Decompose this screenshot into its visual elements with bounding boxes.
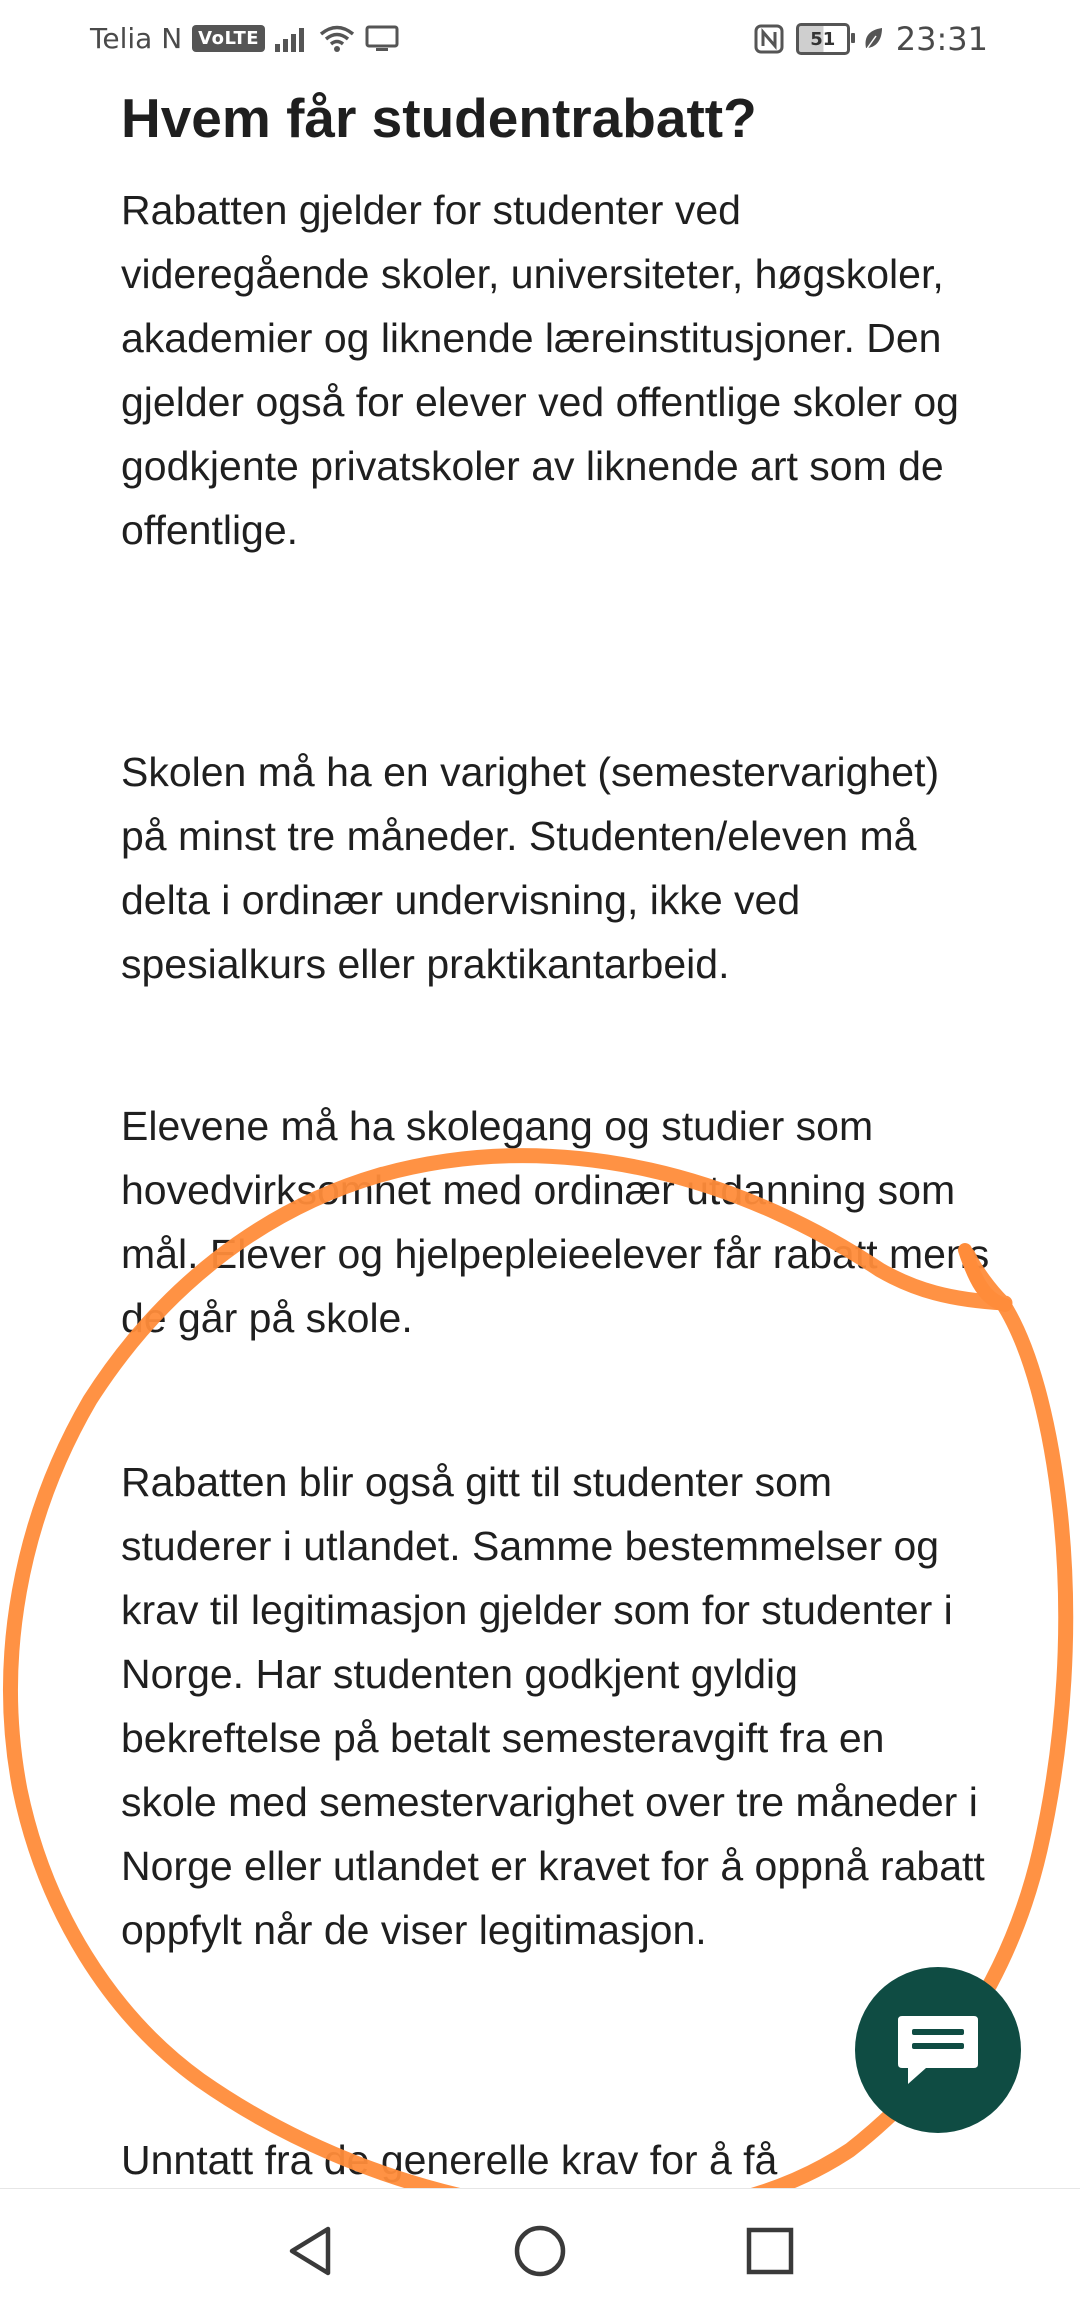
screen-cast-icon	[365, 25, 399, 53]
nav-home-icon	[512, 2223, 568, 2279]
page-title: Hvem får studentrabatt?	[121, 87, 757, 149]
leaf-icon	[862, 26, 884, 52]
paragraph-2: Skolen må ha en varighet (semestervarighet) på minst tre måneder. Studenten/eleven må delta i ordinær undervisning, ikke ved spesialkurs eller praktikantarbeid.	[121, 749, 940, 987]
battery-level: 51	[810, 28, 836, 50]
nav-recents-icon	[744, 2225, 796, 2277]
nav-back-icon	[284, 2223, 336, 2279]
recents-button[interactable]	[738, 2219, 802, 2283]
clock: 23:31	[895, 20, 988, 58]
article	[121, 80, 990, 2183]
chat-bubble-icon	[896, 2012, 980, 2088]
home-button[interactable]	[508, 2219, 572, 2283]
paragraph-5: Unntatt fra de generelle krav for å få	[121, 2137, 778, 2183]
volte-badge: VoLTE	[192, 25, 265, 52]
navigation-bar	[0, 2188, 1080, 2313]
paragraph-4: Rabatten blir også gitt til studenter som studerer i utlandet. Samme bestemmelser og krav til legitimasjon gjelder som for studenter i Norge. Har studenten godkjent gyldig bekreftelse på betalt semesteravgift fra en skole med semestervarighet over tre måneder i Norge eller utlandet er kravet for å oppnå rabatt oppfylt når de viser legitimasjon.	[121, 1459, 985, 1953]
signal-icon	[275, 26, 309, 52]
back-button[interactable]	[278, 2219, 342, 2283]
status-bar	[0, 0, 1080, 84]
chat-button[interactable]	[855, 1967, 1021, 2133]
paragraph-1: Rabatten gjelder for studenter ved videregående skoler, universiteter, høgskoler, akademier og liknende læreinstitusjoner. Den gjelder også for elever ved offentlige skoler og godkjente privatskoler av liknende art som de offentlige.	[121, 187, 959, 553]
status-left	[90, 22, 399, 55]
carrier-label: Telia N	[90, 22, 183, 55]
battery-indicator	[796, 23, 850, 55]
paragraph-3: Elevene må ha skolegang og studier som hovedvirksomhet med ordinær utdanning som mål. Elever og hjelpepleieelever får rabatt mens de går på skole.	[121, 1103, 990, 1341]
nfc-icon	[754, 24, 784, 54]
wifi-icon	[319, 25, 355, 53]
status-right	[754, 20, 988, 58]
